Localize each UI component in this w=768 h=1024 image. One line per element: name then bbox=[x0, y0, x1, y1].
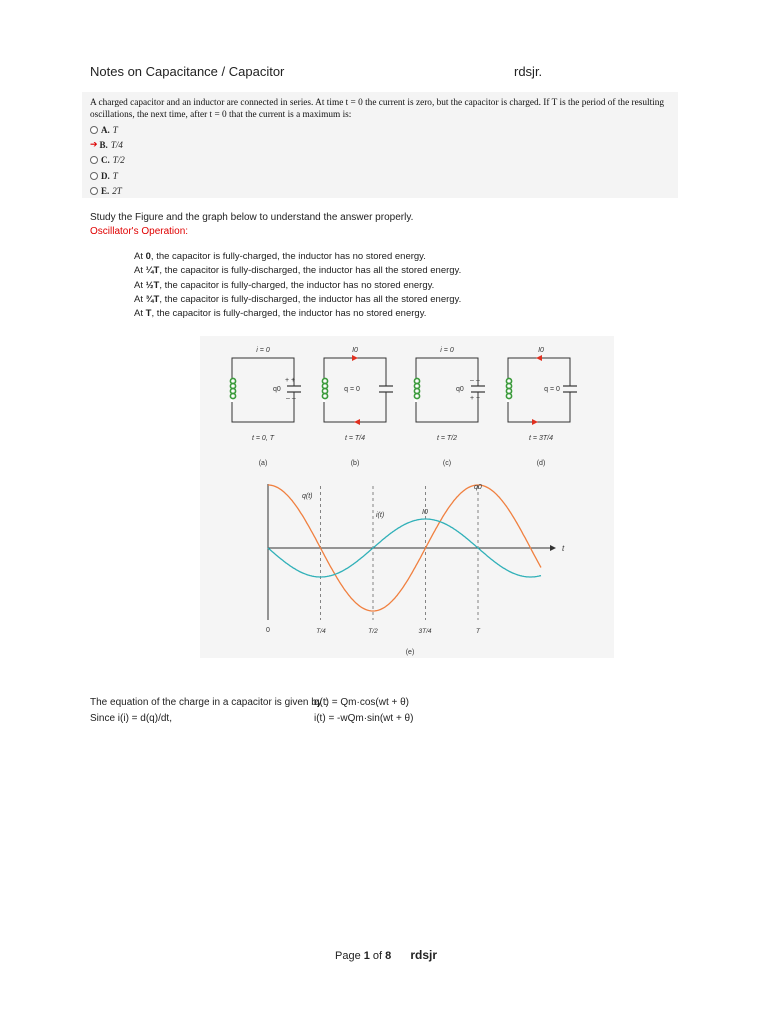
tick-label: T/2 bbox=[368, 628, 378, 635]
circuit-charge-label: q0 bbox=[273, 386, 281, 393]
footer-signature: rdsjr bbox=[410, 948, 438, 962]
q-peak-label: q0 bbox=[474, 484, 482, 491]
option-letter: A. bbox=[101, 124, 110, 135]
option-value: T/4 bbox=[110, 139, 123, 150]
author-label: rdsjr. bbox=[514, 64, 543, 79]
answer-options bbox=[90, 122, 125, 198]
selected-arrow-icon: ➔ bbox=[90, 139, 98, 150]
svg-text:– –: – – bbox=[470, 377, 480, 384]
circuit-c bbox=[414, 347, 485, 467]
lc-oscillator-figure bbox=[200, 336, 614, 658]
page-number: 1 bbox=[363, 950, 370, 962]
circuit-b bbox=[322, 347, 393, 467]
capacitor-icon bbox=[379, 386, 393, 392]
circuit-d bbox=[506, 347, 577, 467]
capacitor-icon bbox=[563, 386, 577, 392]
operation-list bbox=[134, 251, 461, 322]
charge-equation: q(t) = Qm·cos(wt + θ) bbox=[314, 697, 410, 708]
question-text: A charged capacitor and an inductor are connected in series. At time t = 0 the current is zero, but the capacitor is charged. If T is the period of the resulting oscillations, the next time, after t = 0 that the current is a maximum is: bbox=[90, 98, 665, 121]
gridlines bbox=[321, 486, 479, 620]
page-total: 8 bbox=[385, 950, 392, 962]
operation-heading: Oscillator's Operation: bbox=[90, 226, 189, 237]
circuit-current-label: I0 bbox=[538, 347, 544, 354]
option-c[interactable] bbox=[90, 153, 125, 168]
question-card bbox=[82, 92, 678, 198]
current-arrow-icon bbox=[354, 419, 360, 425]
circuit-current-label: i = 0 bbox=[440, 347, 454, 354]
radio-icon[interactable] bbox=[90, 156, 98, 164]
circuit-time-label: t = 0, T bbox=[252, 435, 274, 442]
current-arrow-icon bbox=[536, 355, 542, 361]
panel-label: (d) bbox=[536, 460, 546, 467]
radio-icon[interactable] bbox=[90, 126, 98, 134]
tick-label: T bbox=[476, 628, 480, 635]
current-arrow-icon bbox=[352, 355, 358, 361]
option-letter: B. bbox=[99, 139, 108, 150]
operation-line: At 0, the capacitor is fully-charged, the inductor has no stored energy. bbox=[134, 251, 426, 262]
of-word: of bbox=[369, 950, 386, 962]
panel-label: (b) bbox=[350, 460, 360, 467]
circuit-time-label: t = 3T/4 bbox=[529, 435, 553, 442]
circuit-time-label: t = T/2 bbox=[436, 435, 458, 442]
option-letter: E. bbox=[101, 185, 110, 196]
option-letter: C. bbox=[101, 155, 110, 166]
operation-line: At ¼T, the capacitor is fully-discharged, the inductor has all the stored energy. bbox=[134, 265, 462, 277]
option-value: T bbox=[112, 170, 118, 181]
lc-figure-svg bbox=[200, 336, 614, 658]
operation-line: At ½T, the capacitor is fully-charged, the inductor has no stored energy. bbox=[134, 279, 435, 291]
charge-equation-intro: The equation of the charge in a capacitor is given by : bbox=[90, 697, 328, 708]
panel-label: (c) bbox=[442, 460, 452, 467]
current-equation: i(t) = -wQm·sin(wt + θ) bbox=[314, 713, 414, 724]
current-equation-intro: Since i(i) = d(q)/dt, bbox=[90, 713, 172, 724]
tick-label: T/4 bbox=[316, 628, 326, 635]
inductor-coil-icon bbox=[414, 378, 419, 402]
circuit-current-label: i = 0 bbox=[256, 347, 270, 354]
option-d[interactable] bbox=[90, 168, 125, 183]
inductor-coil-icon bbox=[230, 378, 235, 402]
option-e[interactable] bbox=[90, 183, 125, 198]
svg-text:+ +: + + bbox=[285, 377, 296, 384]
panel-label: (e) bbox=[405, 649, 415, 656]
circuit-charge-label: q0 bbox=[456, 386, 464, 393]
study-instruction: Study the Figure and the graph below to understand the answer properly. bbox=[90, 212, 414, 223]
option-letter: D. bbox=[101, 170, 110, 181]
page-word: Page bbox=[335, 950, 364, 962]
circuit-current-label: I0 bbox=[352, 347, 358, 354]
inductor-coil-icon bbox=[506, 378, 511, 402]
circuit-time-label: t = T/4 bbox=[344, 435, 366, 442]
i-curve-label: i(t) bbox=[376, 512, 385, 519]
inductor-coil-icon bbox=[322, 378, 327, 402]
operation-line: At T, the capacitor is fully-charged, the inductor has no stored energy. bbox=[134, 308, 427, 320]
current-arrow-icon bbox=[532, 419, 538, 425]
option-b[interactable] bbox=[90, 137, 125, 152]
t-axis-arrow-icon bbox=[550, 545, 556, 551]
svg-text:+ +: + + bbox=[470, 395, 481, 402]
option-value: 2T bbox=[112, 185, 122, 196]
option-a[interactable] bbox=[90, 122, 125, 137]
i-peak-label: I0 bbox=[422, 509, 428, 516]
capacitor-icon bbox=[287, 386, 301, 392]
circuit-a bbox=[230, 347, 301, 467]
operation-line: At ¾T, the capacitor is fully-discharged, the inductor has all the stored energy. bbox=[134, 293, 462, 305]
page-footer bbox=[335, 948, 437, 962]
document-title: Notes on Capacitance / Capacitor bbox=[90, 64, 285, 79]
capacitor-icon bbox=[471, 386, 485, 392]
oscillation-graph bbox=[266, 484, 565, 656]
radio-icon[interactable] bbox=[90, 172, 98, 180]
option-value: T/2 bbox=[112, 155, 125, 166]
radio-icon[interactable] bbox=[90, 187, 98, 195]
tick-label: 3T/4 bbox=[418, 628, 432, 635]
tick-label: 0 bbox=[266, 627, 270, 634]
panel-label: (a) bbox=[258, 460, 268, 467]
q-curve-label: q(t) bbox=[302, 493, 313, 500]
circuit-charge-label: q = 0 bbox=[344, 386, 360, 393]
option-value: T bbox=[112, 124, 118, 135]
t-axis-label: t bbox=[562, 544, 565, 553]
svg-text:– –: – – bbox=[286, 395, 296, 402]
circuit-charge-label: q = 0 bbox=[544, 386, 560, 393]
